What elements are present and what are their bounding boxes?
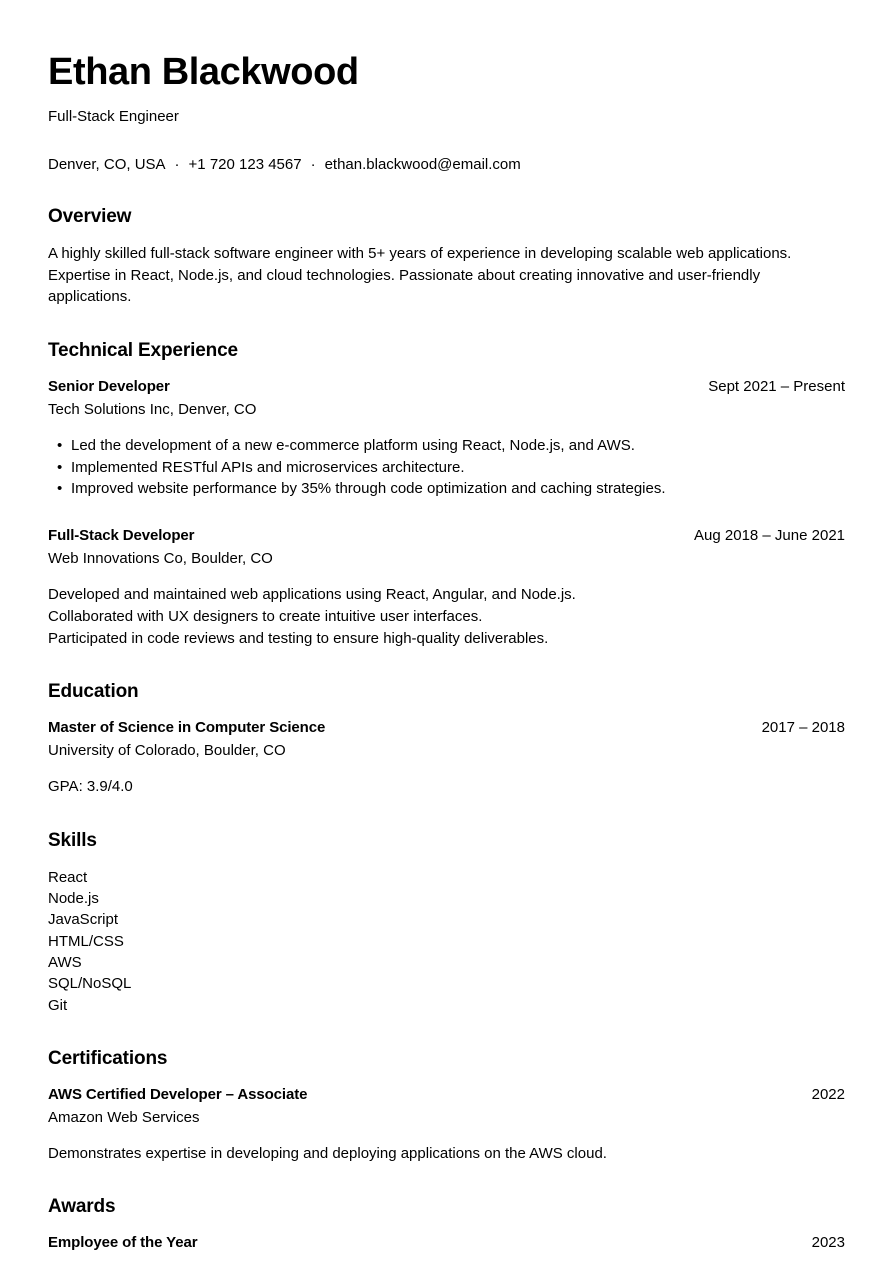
experience-entry xyxy=(48,377,845,500)
contact-separator-icon: · xyxy=(310,155,316,173)
list-item: • Implemented RESTful APIs and microservices architecture. xyxy=(48,457,845,479)
list-item: Node.js xyxy=(48,890,99,908)
award-entry xyxy=(48,1233,845,1253)
section-title-skills: Skills xyxy=(48,829,97,851)
section-title-awards: Awards xyxy=(48,1196,116,1218)
certification-detail: Demonstrates expertise in developing and deploying applications on the AWS cloud. xyxy=(48,1144,607,1162)
award-date: 2023 xyxy=(811,1234,845,1252)
education-institution: University of Colorado, Boulder, CO xyxy=(48,742,286,760)
overview-text: A highly skilled full-stack software engineer with 5+ years of experience in developing scalable web applications. Expertise in React, Node.js, and cloud technologies. Passionate about creating innovative and user-friendly applications. xyxy=(48,244,792,306)
list-item: SQL/NoSQL xyxy=(48,975,132,993)
contact-phone: +1 720 123 4567 xyxy=(188,155,302,173)
candidate-name: Ethan Blackwood xyxy=(48,51,359,93)
certification-entry-head xyxy=(48,1085,845,1105)
list-item: React xyxy=(48,868,88,886)
section-title-education: Education xyxy=(48,681,139,703)
certification-date: 2022 xyxy=(811,1085,845,1103)
experience-role: Full-Stack Developer xyxy=(48,527,195,545)
award-name: Employee of the Year xyxy=(48,1234,198,1252)
experience-date: Aug 2018 – June 2021 xyxy=(694,527,845,545)
award-entry-head xyxy=(48,1233,845,1253)
list-item: Git xyxy=(48,996,68,1014)
list-item: JavaScript xyxy=(48,911,119,929)
certification-entry xyxy=(48,1085,845,1165)
certification-detail-wrap xyxy=(48,1143,845,1165)
experience-entry-head xyxy=(48,526,845,546)
contact-separator-icon: · xyxy=(174,155,180,173)
list-item: Developed and maintained web applications using React, Angular, and Node.js. xyxy=(48,586,576,604)
candidate-headline: Full-Stack Engineer xyxy=(48,108,179,126)
education-date: 2017 – 2018 xyxy=(761,719,845,737)
section-certifications xyxy=(48,1048,845,1165)
experience-company: Web Innovations Co, Boulder, CO xyxy=(48,550,273,568)
section-title-overview: Overview xyxy=(48,206,132,228)
education-entry-head xyxy=(48,718,845,738)
certification-name: AWS Certified Developer – Associate xyxy=(48,1085,308,1103)
certification-issuer: Amazon Web Services xyxy=(48,1108,200,1126)
section-education xyxy=(48,681,845,798)
experience-date: Sept 2021 – Present xyxy=(708,377,845,395)
list-item: Collaborated with UX designers to create intuitive user interfaces. xyxy=(48,607,483,625)
contact-line xyxy=(48,155,845,175)
list-item: AWS xyxy=(48,953,82,971)
experience-entry xyxy=(48,526,845,649)
contact-email[interactable]: ethan.blackwood@email.com xyxy=(324,155,521,173)
experience-description xyxy=(48,584,845,649)
list-item: HTML/CSS xyxy=(48,932,124,950)
list-item: • Improved website performance by 35% through code optimization and caching strategies. xyxy=(48,478,845,500)
section-awards xyxy=(48,1196,845,1253)
experience-company: Tech Solutions Inc, Denver, CO xyxy=(48,401,257,419)
section-experience xyxy=(48,340,845,649)
section-overview xyxy=(48,206,845,308)
contact-location: Denver, CO, USA xyxy=(48,155,166,173)
bullet-list xyxy=(48,435,845,500)
education-entry xyxy=(48,718,845,798)
experience-bullets xyxy=(48,435,845,500)
education-degree: Master of Science in Computer Science xyxy=(48,719,326,737)
section-skills xyxy=(48,830,845,1016)
education-detail: GPA: 3.9/4.0 xyxy=(48,778,133,796)
section-title-certifications: Certifications xyxy=(48,1047,168,1069)
experience-role: Senior Developer xyxy=(48,377,170,395)
education-detail-wrap xyxy=(48,776,845,798)
resume-header xyxy=(48,48,845,174)
skills-list xyxy=(48,867,845,1016)
list-item: Participated in code reviews and testing to ensure high-quality deliverables. xyxy=(48,629,549,647)
list-item: • Led the development of a new e-commerce platform using React, Node.js, and AWS. xyxy=(48,435,845,457)
experience-entry-head xyxy=(48,377,845,397)
section-title-experience: Technical Experience xyxy=(48,340,238,362)
